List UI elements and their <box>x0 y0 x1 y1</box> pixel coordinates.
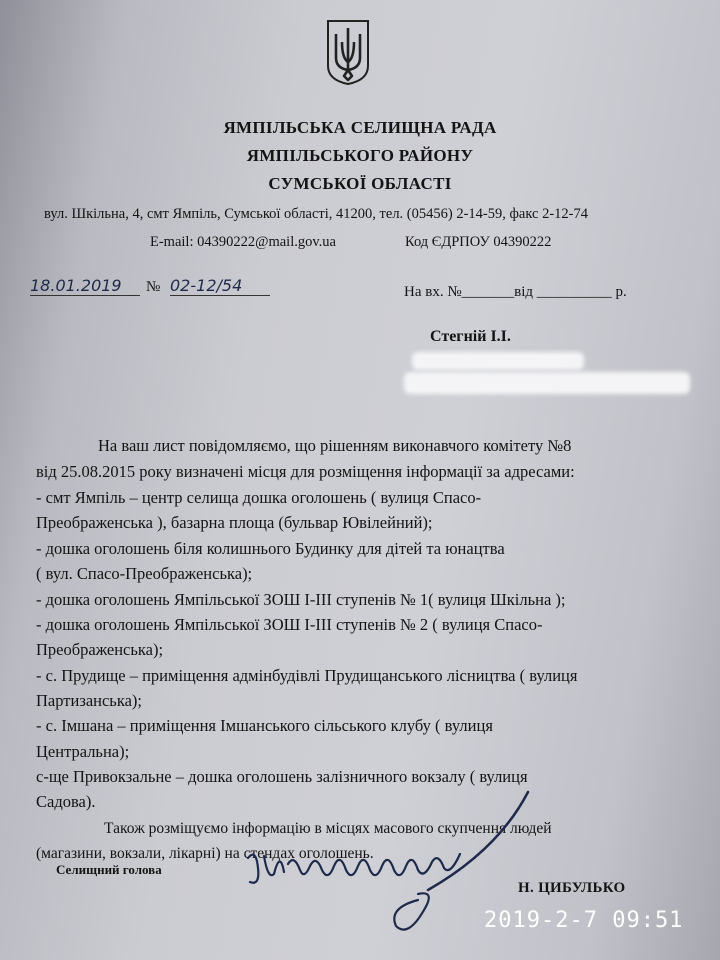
number-sign: № <box>146 279 161 295</box>
body-line: Також розміщуємо інформацію в місцях масового скупчення людей <box>104 820 552 837</box>
outgoing-date: 18.01.2019 <box>30 276 140 296</box>
org-name: ЯМПІЛЬСЬКА СЕЛИЩНА РАДА <box>223 118 497 137</box>
org-address: вул. Шкільна, 4, смт Ямпіль, Сумської області, 41200, тел. (05456) 2-14-59, факс 2-12-74 <box>44 206 588 222</box>
body-line: ( вул. Спасо-Преображенська); <box>36 564 253 583</box>
body-line: - дошка оголошень Ямпільської ЗОШ І-ІІІ ступенів № 1( вулиця Шкільна ); <box>36 590 566 609</box>
body-line: від 25.08.2015 року визначені місця для розміщення інформації за адресами: <box>36 462 575 481</box>
trident-emblem-icon <box>324 18 372 86</box>
body-line: Партизанська); <box>36 691 143 710</box>
body-line: с-ще Привокзальне – дошка оголошень залізничного вокзалу ( вулиця <box>36 767 528 786</box>
signatory-title: Селищний голова <box>56 862 162 877</box>
redacted-area <box>404 372 690 394</box>
photo-timestamp: 2019-2-7 09:51 <box>484 908 684 933</box>
signatory-name: Н. ЦИБУЛЬКО <box>518 880 626 896</box>
body-line: (магазини, вокзали, лікарні) на стендах оголошень. <box>36 845 374 862</box>
body-line: - дошка оголошень біля колишнього Будинку для дітей та юнацтва <box>36 539 505 558</box>
body-line: - с. Прудище – приміщення адмінбудівлі Прудищанського лісництва ( вулиця <box>36 666 578 685</box>
body-line: - дошка оголошень Ямпільської ЗОШ І-ІІІ ступенів № 2 ( вулиця Спасо- <box>36 615 543 634</box>
body-line: Преображенська); <box>36 640 164 659</box>
body-line: Преображенська ), базарна площа (бульвар Ювілейний); <box>36 513 433 532</box>
org-region: СУМСЬКОЇ ОБЛАСТІ <box>268 174 452 193</box>
incoming-reference: На вх. №_______від __________ р. <box>404 284 627 300</box>
body-line: На ваш лист повідомляємо, що рішенням виконавчого комітету №8 <box>98 436 572 455</box>
org-email: E-mail: 04390222@mail.gov.ua <box>150 234 336 250</box>
body-line: Центральна); <box>36 742 130 761</box>
body-line: Садова). <box>36 792 96 811</box>
redacted-area <box>412 352 584 370</box>
outgoing-number: 02-12/54 <box>170 276 270 296</box>
org-district: ЯМПІЛЬСЬКОГО РАЙОНУ <box>246 146 474 165</box>
org-edrpou: Код ЄДРПОУ 04390222 <box>405 234 552 250</box>
body-line: - с. Імшана – приміщення Імшанського сільського клубу ( вулиця <box>36 716 493 735</box>
body-line: - смт Ямпіль – центр селища дошка оголошень ( вулиця Спасо- <box>36 488 482 507</box>
addressee-name: Стегній І.І. <box>430 328 511 345</box>
